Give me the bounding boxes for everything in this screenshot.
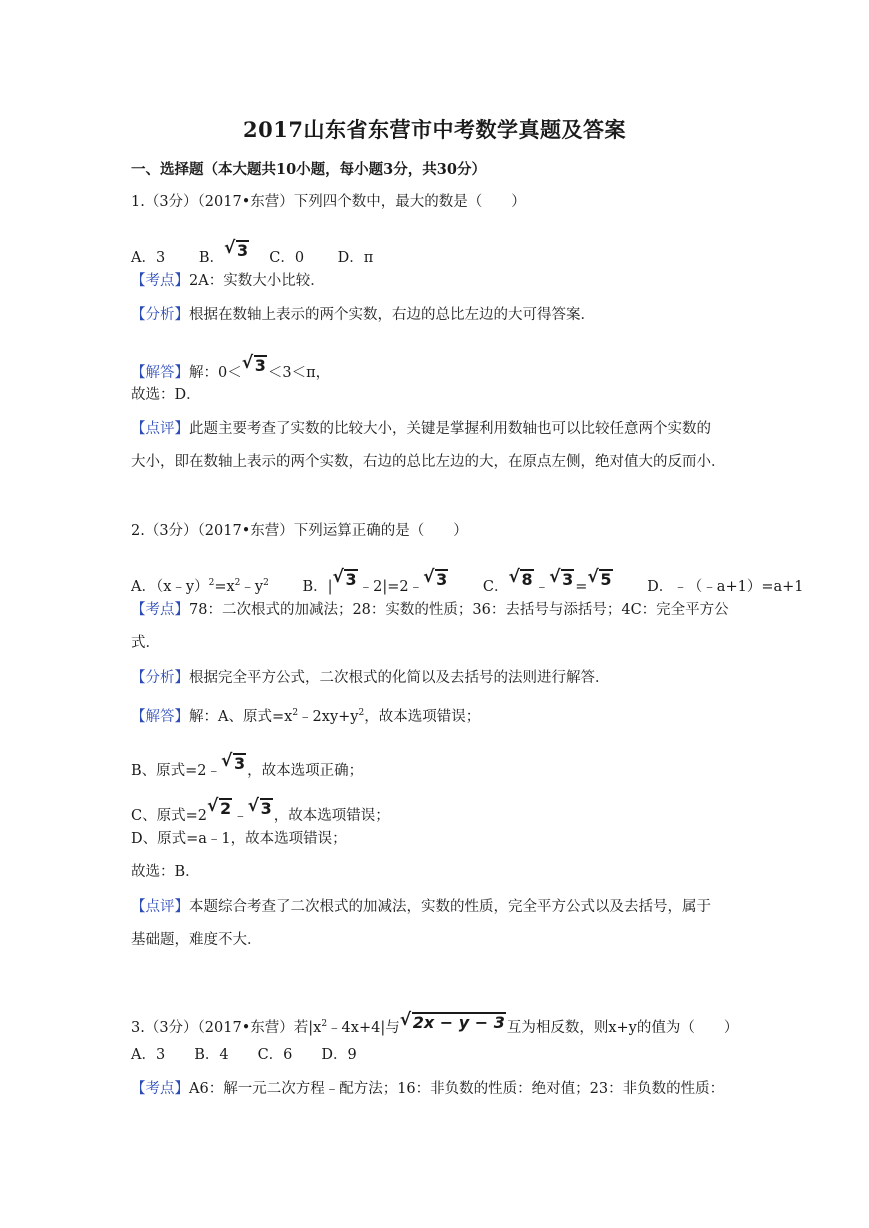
q3s-1: 3.（3分）（2017•东营）若|x	[131, 1020, 322, 1036]
q2-dianping	[131, 897, 711, 917]
q2b-1: B．|	[302, 579, 333, 595]
sqrt-3: √ 3	[550, 569, 574, 590]
q2-line-d: D、原式=a﹣1，故本选项错误；	[131, 831, 347, 847]
q1-option-c: C．0	[269, 250, 305, 266]
q2lc-1: C、原式=2	[131, 808, 207, 824]
q3-kaodian	[131, 1079, 724, 1099]
q3s-3: 互为相反数，则x+y的值为（ ）	[506, 1020, 739, 1036]
q2b-2: ﹣2|=2﹣	[358, 579, 424, 595]
fenxi-text: 根据在数轴上表示的两个实数，右边的总比左边的大可得答案．	[189, 307, 595, 323]
q1-option-a: A．3	[131, 250, 166, 266]
q2-option-c	[483, 569, 614, 597]
dianping-tag: 【点评】	[131, 899, 189, 915]
q1-jieda	[131, 355, 330, 383]
q1-kaodian	[131, 271, 325, 291]
q1-stem: 1.（3分）（2017•东营）下列四个数中，最大的数是（ ）	[131, 194, 526, 210]
sqrt-5: √ 5	[588, 569, 612, 590]
q2a-sup3: 2	[263, 578, 269, 588]
q2c-1: C．	[482, 579, 509, 595]
kaodian-text: 78：二次根式的加减法；28：实数的性质；36：去括号与添括号；4C：完全平方公	[189, 602, 729, 618]
kaodian-tag: 【考点】	[131, 273, 189, 289]
sqrt-3: √ 3	[222, 753, 246, 774]
fenxi-tag: 【分析】	[131, 307, 189, 323]
jieda-tag: 【解答】	[131, 709, 189, 725]
q2j-3: ，故本选项错误；	[364, 709, 481, 725]
q2-option-b	[302, 569, 449, 597]
q1-option-d: D．π	[337, 250, 374, 266]
fenxi-tag: 【分析】	[131, 670, 189, 686]
sqrt-8: √ 8	[509, 569, 533, 590]
q3s-sup: 2	[321, 1019, 328, 1029]
q2-line-b	[131, 753, 363, 781]
sqrt-2x-y-3: √ 2x − y − 3	[401, 1012, 506, 1033]
q2lb-2: ，故本选项正确；	[247, 763, 364, 779]
sqrt-3: √ 3	[249, 798, 273, 819]
q3s-2: ﹣4x+4|与	[327, 1020, 400, 1036]
q2-fenxi	[131, 668, 610, 688]
q1-fenxi	[131, 305, 595, 325]
q1-answer: 故选：D．	[131, 387, 201, 403]
q2-option-d: D．﹣（﹣a+1）=a+1	[647, 579, 804, 595]
q2-jieda	[131, 703, 480, 727]
q2-dianping-cont: 基础题，难度不大．	[131, 932, 262, 948]
q2lc-3: ，故本选项错误；	[273, 808, 390, 824]
section-heading: 一、选择题（本大题共10小题，每小题3分，共30分）	[131, 161, 486, 178]
kaodian-text: 2A：实数大小比较．	[189, 273, 325, 289]
sqrt-2: √ 2	[208, 798, 232, 819]
q2c-2: ﹣	[534, 579, 550, 595]
q2-option-a	[131, 573, 269, 597]
dianping-text-1: 本题综合考查了二次根式的加减法，实数的性质，完全平方公式以及去括号，属于	[189, 899, 711, 915]
q2-options	[131, 569, 804, 597]
page-title: 2017山东省东营市中考数学真题及答案	[243, 117, 626, 142]
q1-options	[131, 240, 373, 268]
jieda-text-a: 解：0＜	[189, 365, 242, 381]
jieda-tag: 【解答】	[131, 365, 189, 381]
kaodian-tag: 【考点】	[131, 602, 189, 618]
q2j-2: ﹣2xy+y	[298, 709, 359, 725]
q1-dianping-cont: 大小，即在数轴上表示的两个实数，右边的总比左边的大，在原点左侧，绝对值大的反而小．	[131, 454, 726, 470]
q2lb-1: B、原式=2﹣	[131, 763, 222, 779]
kaodian-tag: 【考点】	[131, 1081, 189, 1097]
q2c-3: =	[575, 579, 588, 595]
q1-dianping	[131, 419, 711, 439]
q3-stem	[131, 1012, 738, 1038]
sqrt-3: √ 3	[424, 569, 448, 590]
q2-answer: 故选：B．	[131, 864, 200, 880]
q2a-sup1: 2	[208, 578, 215, 588]
sqrt-3: √ 3	[333, 569, 357, 590]
kaodian-text: A6：解一元二次方程﹣配方法；16：非负数的性质：绝对值；23：非负数的性质：	[189, 1081, 725, 1097]
q2-stem: 2.（3分）（2017•东营）下列运算正确的是（ ）	[131, 523, 468, 539]
q2j-sup2: 2	[358, 708, 365, 718]
q2j-1: 解：A、原式=x	[189, 709, 293, 725]
q2j-sup1: 2	[292, 708, 299, 718]
q2lc-2: ﹣	[233, 808, 248, 824]
q2-kaodian-cont: 式．	[131, 635, 160, 651]
q2-kaodian	[131, 600, 729, 620]
q1-option-b-label: B．	[198, 250, 224, 266]
q2a-3: ﹣y	[240, 579, 264, 595]
jieda-text-b: ＜3＜π，	[267, 365, 331, 381]
q1-option-b	[199, 240, 250, 268]
q2a-1: A．（x﹣y）	[131, 579, 209, 595]
sqrt-3: √ 3	[225, 240, 249, 261]
q2a-sup2: 2	[234, 578, 241, 588]
fenxi-text: 根据完全平方公式，二次根式的化简以及去括号的法则进行解答．	[189, 670, 610, 686]
q3-options: A．3 B．4 C．6 D．9	[131, 1047, 357, 1063]
sqrt-3: √ 3	[243, 355, 267, 376]
q2a-2: =x	[214, 579, 235, 595]
dianping-text-1: 此题主要考查了实数的比较大小，关键是掌握利用数轴也可以比较任意两个实数的	[189, 421, 711, 437]
q2-line-c	[131, 798, 390, 826]
dianping-tag: 【点评】	[131, 421, 189, 437]
